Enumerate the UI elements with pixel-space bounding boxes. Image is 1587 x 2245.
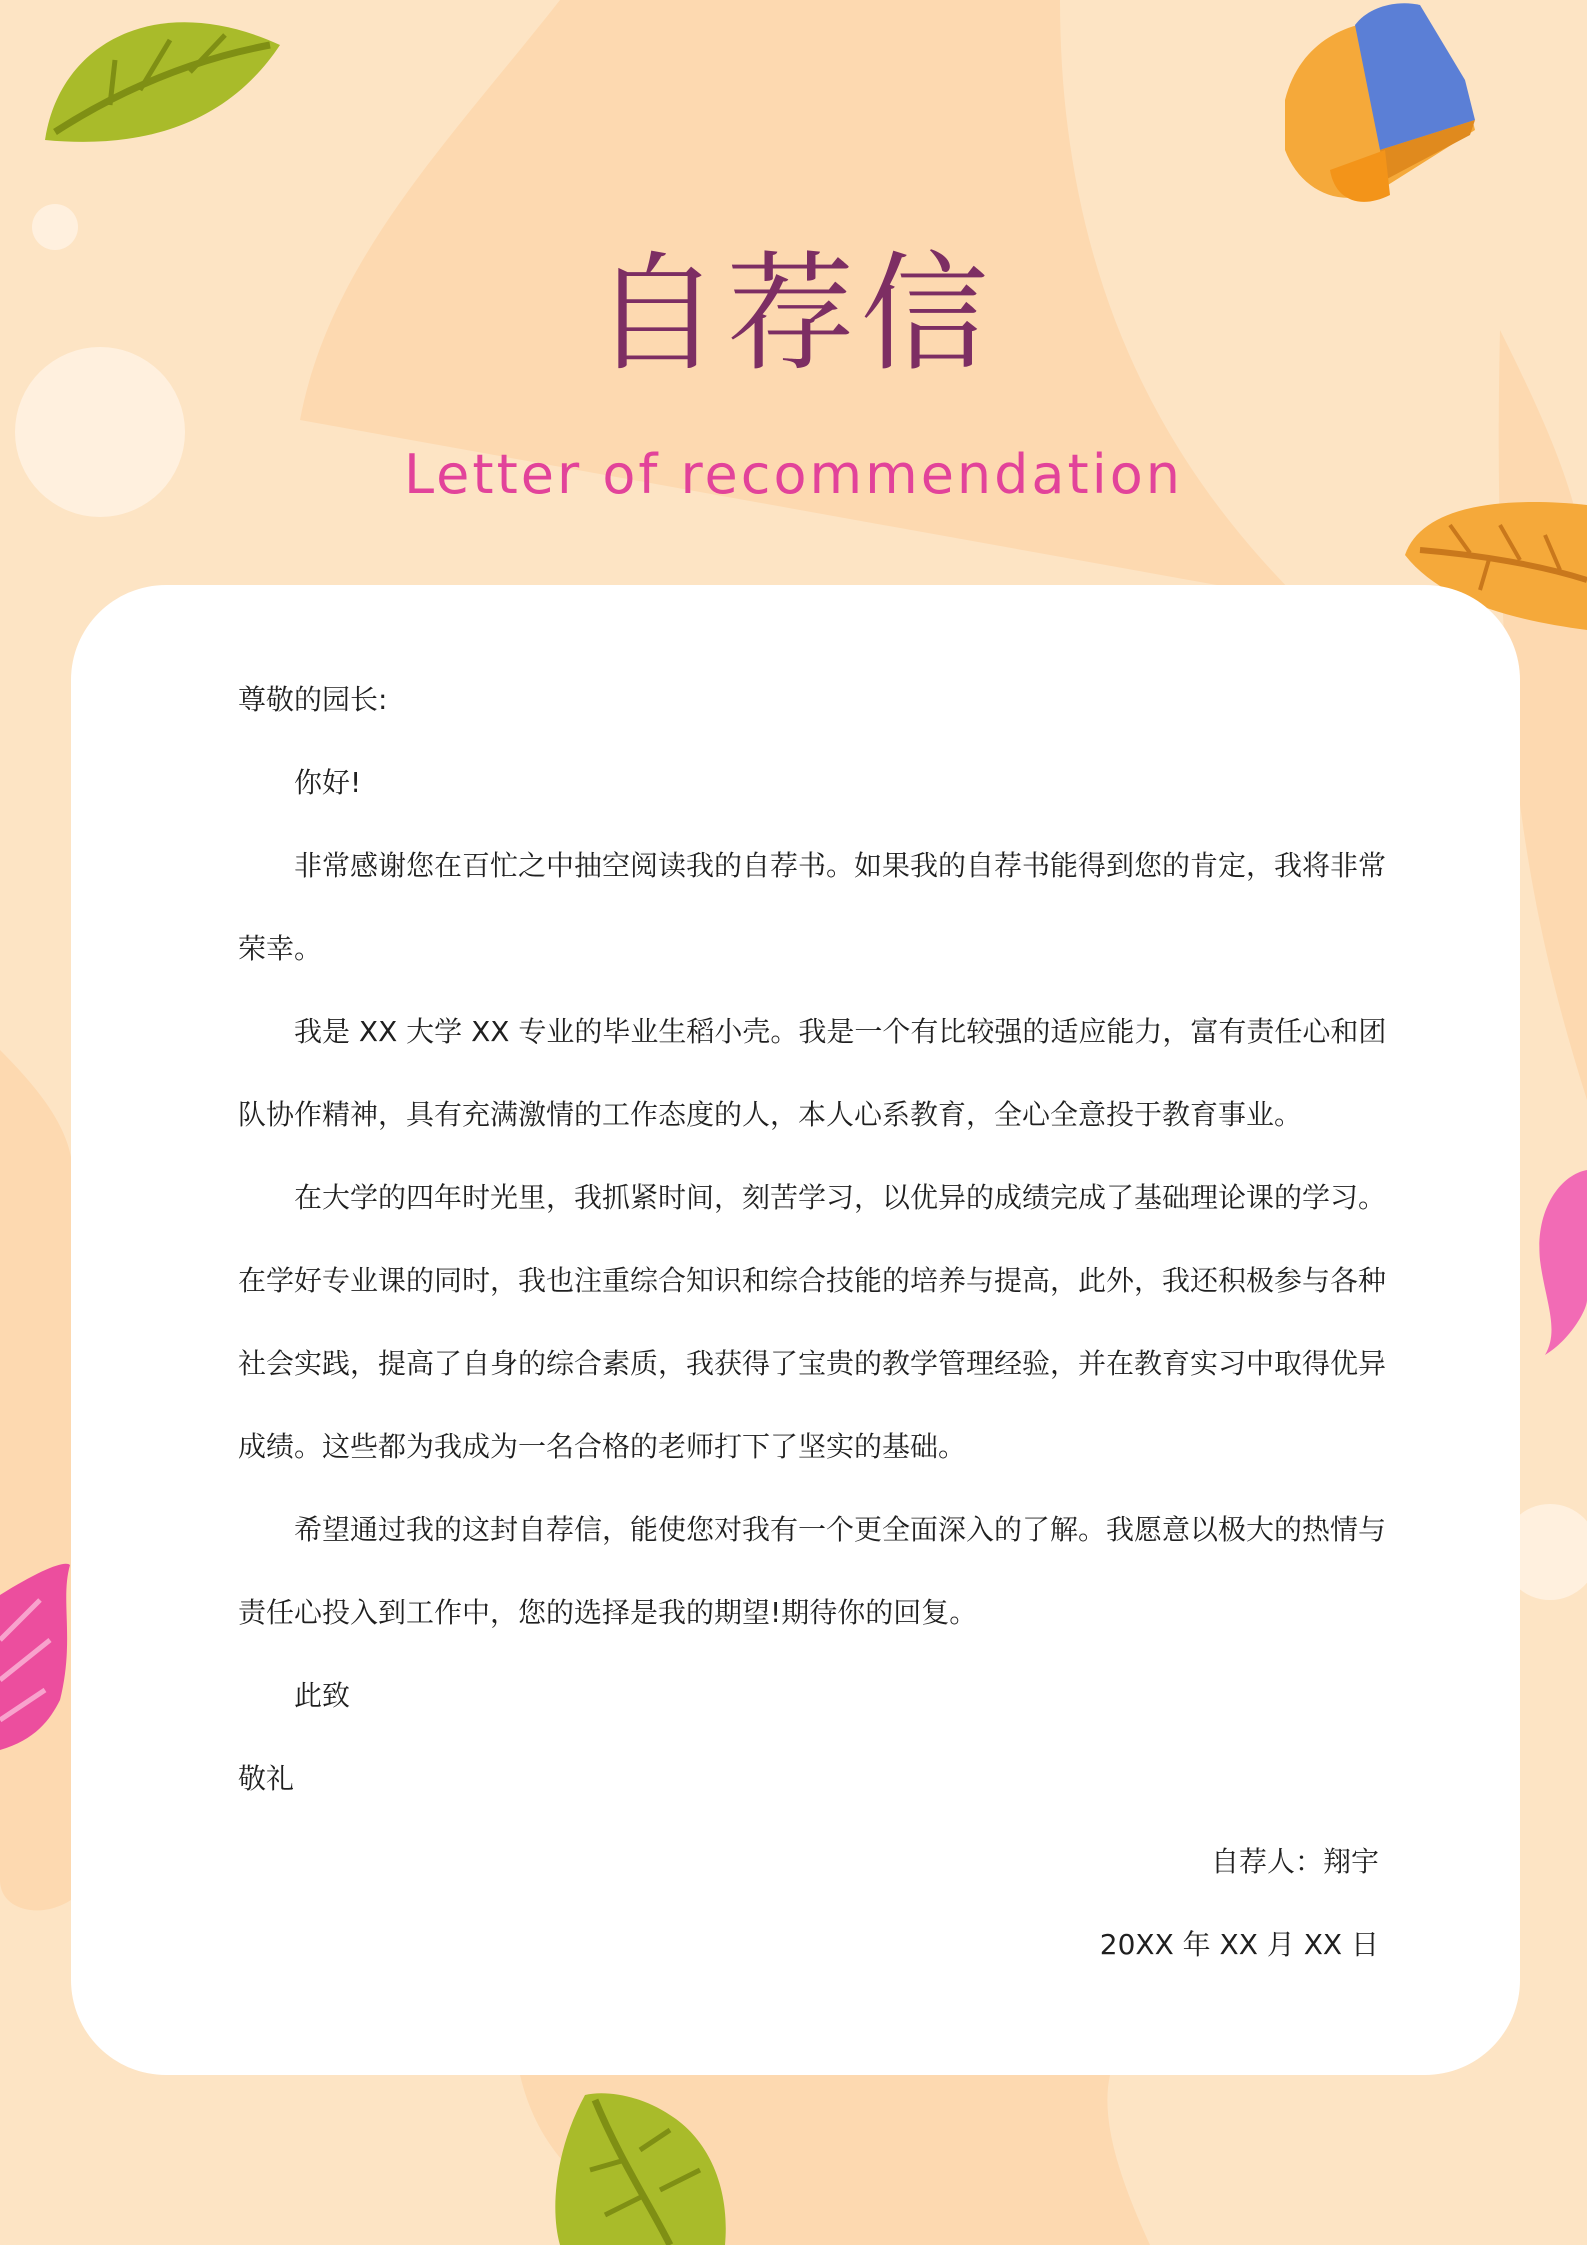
paragraph-1-line-2: 荣幸。 bbox=[238, 932, 323, 965]
signature: 自荐人：翔宇 bbox=[1210, 1845, 1379, 1878]
salutation: 尊敬的园长: bbox=[238, 683, 388, 716]
orange-blue-leaf-icon bbox=[1285, 3, 1475, 202]
page-title-english: Letter of recommendation bbox=[404, 443, 1183, 506]
background-blob-left bbox=[0, 1050, 73, 1910]
paragraph-3-line-1: 在大学的四年时光里，我抓紧时间，刻苦学习，以优异的成绩完成了基础理论课的学习。 bbox=[294, 1181, 1387, 1214]
page-title-chinese: 自荐信 bbox=[592, 240, 995, 389]
paragraph-3-line-4: 成绩。这些都为我成为一名合格的老师打下了坚实的基础。 bbox=[238, 1430, 967, 1463]
closing-2: 敬礼 bbox=[238, 1762, 295, 1795]
date: 20XX 年 XX 月 XX 日 bbox=[1099, 1928, 1379, 1961]
pink-leaf-icon bbox=[1539, 1170, 1587, 1355]
closing-1: 此致 bbox=[294, 1679, 351, 1712]
paragraph-1-line-1: 非常感谢您在百忙之中抽空阅读我的自荐书。如果我的自荐书能得到您的肯定，我将非常 bbox=[294, 849, 1387, 882]
paragraph-4-line-2: 责任心投入到工作中，您的选择是我的期望!期待你的回复。 bbox=[238, 1596, 978, 1629]
paragraph-3-line-2: 在学好专业课的同时，我也注重综合知识和综合技能的培养与提高，此外，我还积极参与各种 bbox=[238, 1264, 1387, 1297]
letter-card bbox=[71, 585, 1520, 2075]
paragraph-3-line-3: 社会实践，提高了自身的综合素质，我获得了宝贵的教学管理经验，并在教育实习中取得优异 bbox=[238, 1347, 1387, 1380]
paragraph-2-line-2: 队协作精神，具有充满激情的工作态度的人，本人心系教育，全心全意投于教育事业。 bbox=[238, 1098, 1303, 1131]
paragraph-4-line-1: 希望通过我的这封自荐信，能使您对我有一个更全面深入的了解。我愿意以极大的热情与 bbox=[294, 1513, 1387, 1546]
paragraph-2-line-1: 我是 XX 大学 XX 专业的毕业生稻小壳。我是一个有比较强的适应能力，富有责任心和团 bbox=[294, 1015, 1387, 1048]
green-leaf-icon bbox=[45, 22, 280, 142]
greeting: 你好! bbox=[294, 766, 362, 799]
